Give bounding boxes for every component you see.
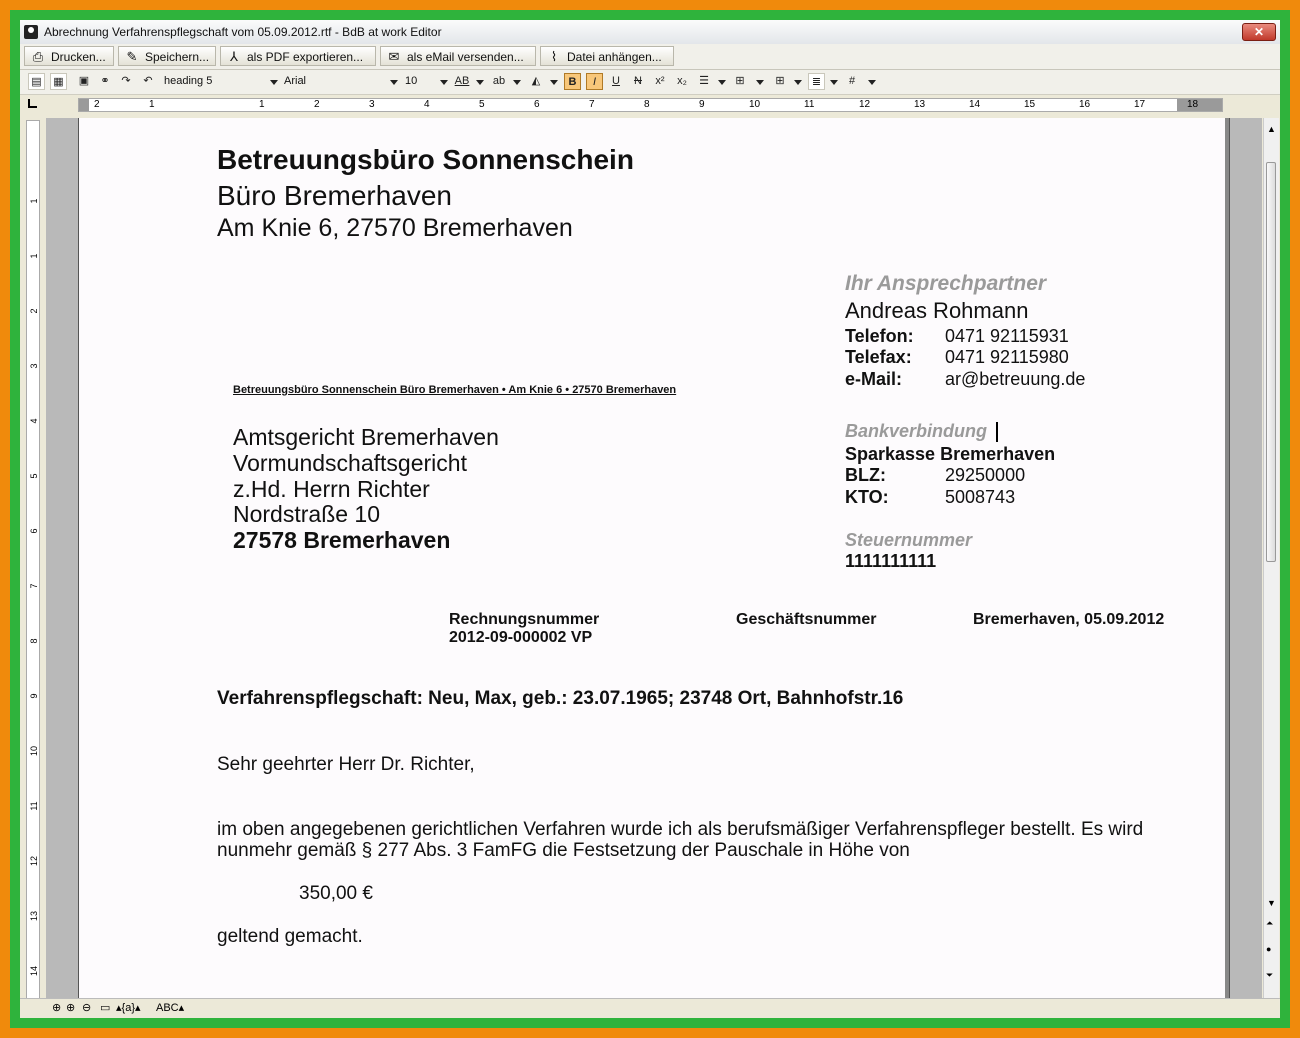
salutation: Sehr geehrter Herr Dr. Richter, bbox=[217, 754, 475, 775]
list-arrow[interactable] bbox=[830, 80, 838, 85]
scroll-down-icon[interactable]: ▼ bbox=[1267, 898, 1276, 908]
export-pdf-button[interactable] bbox=[220, 46, 376, 66]
window-title: Abrechnung Verfahrenspflegschaft vom 05.09.2012.rtf - BdB at work Editor bbox=[44, 25, 442, 39]
kto-label: KTO: bbox=[845, 487, 889, 507]
font-color-icon[interactable]: AB bbox=[454, 75, 470, 87]
body-line: im oben angegebenen gerichtlichen Verfahren wurde ich als berufsmäßiger Verfahrenspfleger bestellt. Es wird bbox=[217, 819, 1144, 840]
save-icon: ✎ bbox=[126, 49, 138, 64]
tab-stop-icon[interactable] bbox=[28, 99, 37, 108]
vruler-number: 9 bbox=[29, 693, 39, 699]
highlight-icon[interactable]: ab bbox=[492, 75, 506, 87]
ruler-number: 6 bbox=[534, 99, 540, 110]
body-line: nunmehr gemäß § 277 Abs. 3 FamFG die Festsetzung der Pauschale in Höhe von bbox=[217, 840, 910, 861]
redo-icon[interactable]: ↷ bbox=[121, 75, 131, 87]
subscript-button[interactable]: x₂ bbox=[677, 75, 687, 87]
bold-button[interactable]: B bbox=[564, 73, 581, 90]
ruler-number: 13 bbox=[914, 99, 926, 110]
recipient-line: Nordstraße 10 bbox=[233, 501, 381, 527]
previous-page-icon[interactable]: ⏶ bbox=[1266, 918, 1274, 928]
table-icon[interactable]: ⊞ bbox=[735, 75, 745, 87]
ruler-number: 18 bbox=[1187, 99, 1199, 110]
format-toolbar bbox=[20, 70, 1280, 95]
ruler-number: 16 bbox=[1079, 99, 1091, 110]
amount: 350,00 € bbox=[299, 883, 373, 904]
vruler-number: 3 bbox=[29, 363, 39, 369]
closing-line: geltend gemacht. bbox=[217, 926, 363, 947]
left-margin-area bbox=[79, 99, 89, 111]
status-bar bbox=[20, 998, 1280, 1018]
bank-name: Sparkasse Bremerhaven bbox=[845, 444, 1056, 464]
vruler-number: 8 bbox=[29, 638, 39, 644]
vruler-number: 7 bbox=[29, 583, 39, 589]
vruler-number: 1 bbox=[29, 198, 39, 204]
send-email-button[interactable] bbox=[380, 46, 536, 66]
field-codes-icon[interactable]: ▴{a}▴ bbox=[116, 1002, 141, 1014]
vruler-number: 13 bbox=[29, 911, 39, 922]
zoom-icon[interactable]: ⊕ bbox=[52, 1002, 62, 1014]
strikethrough-button[interactable]: N bbox=[634, 75, 642, 87]
right-margin-area bbox=[1177, 99, 1222, 111]
print-button[interactable] bbox=[24, 46, 114, 66]
vruler-number: 4 bbox=[29, 418, 39, 424]
email-icon: ✉ bbox=[388, 49, 400, 64]
recipient-line: z.Hd. Herrn Richter bbox=[233, 476, 430, 502]
export-pdf-label: als PDF exportieren... bbox=[247, 50, 364, 64]
blz-label: BLZ: bbox=[845, 465, 886, 485]
attach-file-label: Datei anhängen... bbox=[567, 50, 662, 64]
text-cursor bbox=[996, 422, 998, 442]
underline-button[interactable]: U bbox=[612, 75, 620, 87]
zoom-out-icon[interactable]: ⊖ bbox=[82, 1002, 92, 1014]
size-select[interactable]: 10 bbox=[405, 75, 418, 87]
attach-file-button[interactable] bbox=[540, 46, 674, 66]
invoice-label: Rechnungsnummer bbox=[449, 611, 600, 628]
contact-name: Andreas Rohmann bbox=[845, 298, 1029, 323]
action-toolbar bbox=[20, 44, 1280, 70]
fax-value: 0471 92115980 bbox=[945, 347, 1069, 367]
office-address: Am Knie 6, 27570 Bremerhaven bbox=[217, 214, 573, 242]
font-select[interactable]: Arial bbox=[284, 75, 307, 87]
print-button-label: Drucken... bbox=[51, 50, 106, 64]
vruler-number: 6 bbox=[29, 528, 39, 534]
ruler-number: 10 bbox=[749, 99, 761, 110]
place-date: Bremerhaven, 05.09.2012 bbox=[973, 611, 1165, 628]
ruler-number: 1 bbox=[259, 99, 265, 110]
list-icon[interactable]: ≣ bbox=[808, 73, 825, 90]
ruler-number: 3 bbox=[369, 99, 375, 110]
scroll-up-icon[interactable]: ▲ bbox=[1267, 124, 1276, 134]
hash-arrow[interactable] bbox=[868, 80, 876, 85]
sender-line: Betreuungsbüro Sonnenschein Büro Bremerhaven • Am Knie 6 • 27570 Bremerhaven bbox=[233, 384, 677, 396]
align-icon[interactable]: ☰ bbox=[699, 75, 709, 87]
superscript-button[interactable]: x² bbox=[655, 75, 665, 87]
vertical-ruler[interactable] bbox=[26, 120, 40, 1000]
close-button[interactable]: ✕ bbox=[1242, 23, 1276, 41]
style-select[interactable]: heading 5 bbox=[164, 75, 213, 87]
preview-icon[interactable]: ▦ bbox=[50, 73, 67, 90]
vruler-number: 2 bbox=[29, 308, 39, 314]
ruler-number: 8 bbox=[644, 99, 650, 110]
page-layout-icon[interactable]: ▤ bbox=[28, 73, 45, 90]
ruler-number: 17 bbox=[1134, 99, 1146, 110]
undo-icon[interactable]: ↶ bbox=[143, 75, 153, 87]
vruler-number: 11 bbox=[29, 801, 39, 811]
paperclip-icon: ⌇ bbox=[550, 49, 558, 64]
phone-label: Telefon: bbox=[845, 326, 914, 346]
ruler-number: 4 bbox=[424, 99, 430, 110]
tax-number: 1111111111 bbox=[845, 551, 937, 571]
app-icon bbox=[24, 25, 38, 39]
vruler-number: 12 bbox=[29, 856, 39, 867]
font-color-arrow[interactable] bbox=[476, 80, 484, 85]
email-label: e-Mail: bbox=[845, 369, 903, 389]
vruler-number: 1 bbox=[29, 253, 39, 259]
ruler-number: 11 bbox=[804, 99, 815, 110]
horizontal-ruler[interactable] bbox=[78, 98, 1223, 112]
phone-value: 0471 92115931 bbox=[945, 326, 1069, 346]
recipient-line: Amtsgericht Bremerhaven bbox=[233, 424, 499, 450]
document-page[interactable] bbox=[78, 118, 1230, 998]
borders-icon[interactable]: ⊞ bbox=[775, 75, 785, 87]
vruler-number: 10 bbox=[29, 746, 39, 757]
ruler-number: 5 bbox=[479, 99, 485, 110]
recipient-line: Vormundschaftsgericht bbox=[233, 450, 467, 476]
document-area bbox=[46, 118, 1262, 998]
page-view-icon[interactable]: ▭ bbox=[100, 1002, 111, 1014]
printer-icon: ⎙ bbox=[32, 49, 44, 64]
ruler-number: 14 bbox=[969, 99, 981, 110]
font-dropdown-arrow[interactable] bbox=[390, 80, 398, 85]
fax-label: Telefax: bbox=[845, 347, 912, 367]
highlight-arrow[interactable] bbox=[513, 80, 521, 85]
borders-arrow[interactable] bbox=[794, 80, 802, 85]
invoice-number: 2012-09-000002 VP bbox=[449, 629, 593, 646]
table-arrow[interactable] bbox=[756, 80, 764, 85]
vertical-scrollbar[interactable] bbox=[1263, 118, 1279, 998]
fill-color-arrow[interactable] bbox=[550, 80, 558, 85]
align-arrow[interactable] bbox=[718, 80, 726, 85]
contact-heading: Ihr Ansprechpartner bbox=[845, 272, 1047, 295]
blz-value: 29250000 bbox=[945, 465, 1026, 485]
scrollbar-thumb[interactable] bbox=[1266, 162, 1276, 562]
save-button[interactable] bbox=[118, 46, 216, 66]
horizontal-ruler-row bbox=[20, 95, 1280, 115]
editor-window bbox=[20, 20, 1280, 1018]
next-page-icon[interactable]: ⏷ bbox=[1266, 970, 1274, 980]
spellcheck-icon[interactable]: ABC▴ bbox=[156, 1002, 185, 1014]
title-bar bbox=[20, 20, 1280, 45]
vruler-number: 14 bbox=[29, 966, 39, 977]
ruler-number: 2 bbox=[94, 99, 100, 110]
ruler-number: 12 bbox=[859, 99, 871, 110]
pdf-icon: ⅄ bbox=[230, 49, 238, 64]
org-name: Betreuungsbüro Sonnenschein bbox=[217, 144, 634, 175]
kto-value: 5008743 bbox=[945, 487, 1016, 507]
office-name: Büro Bremerhaven bbox=[217, 180, 453, 211]
image-icon[interactable]: ▣ bbox=[78, 75, 90, 87]
bank-heading: Bankverbindung bbox=[845, 421, 988, 441]
ruler-number: 7 bbox=[589, 99, 595, 110]
italic-button[interactable]: I bbox=[586, 73, 603, 90]
vruler-number: 5 bbox=[29, 473, 39, 479]
business-label: Geschäftsnummer bbox=[736, 611, 877, 628]
subject-line: Verfahrenspflegschaft: Neu, Max, geb.: 23.07.1965; 23748 Ort, Bahnhofstr.16 bbox=[217, 688, 904, 709]
tax-heading: Steuernummer bbox=[845, 530, 973, 550]
ruler-number: 9 bbox=[699, 99, 705, 110]
ruler-number: 2 bbox=[314, 99, 320, 110]
hash-icon[interactable]: # bbox=[848, 75, 856, 87]
send-email-label: als eMail versenden... bbox=[407, 50, 524, 64]
ruler-number: 15 bbox=[1024, 99, 1036, 110]
email-value: ar@betreuung.de bbox=[945, 369, 1086, 389]
ruler-number: 1 bbox=[149, 99, 155, 110]
recipient-city: 27578 Bremerhaven bbox=[233, 527, 451, 553]
select-browse-object-icon[interactable]: ● bbox=[1266, 944, 1272, 954]
style-dropdown-arrow[interactable] bbox=[270, 80, 278, 85]
fill-color-icon[interactable]: ◭ bbox=[531, 75, 541, 87]
find-icon[interactable]: ⚭ bbox=[100, 75, 110, 87]
size-dropdown-arrow[interactable] bbox=[440, 80, 448, 85]
save-button-label: Speichern... bbox=[145, 50, 210, 64]
zoom-in-icon[interactable]: ⊕ bbox=[66, 1002, 76, 1014]
